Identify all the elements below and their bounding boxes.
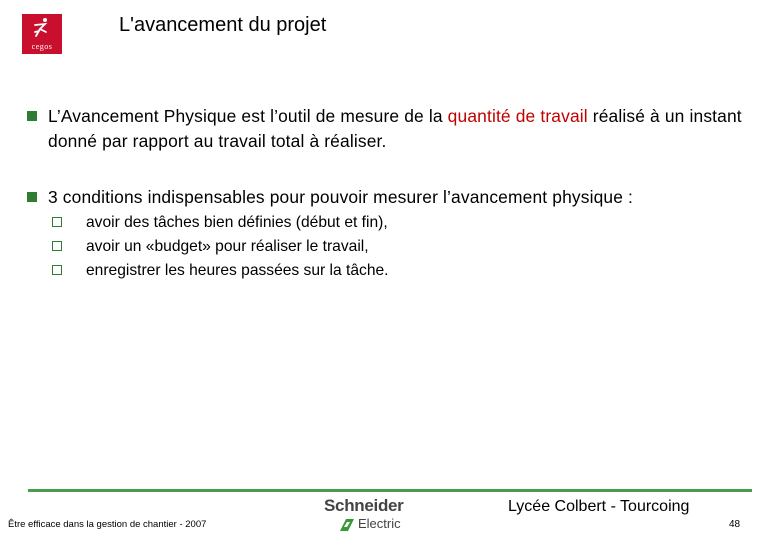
bullet-1-text-start: L’Avancement Physique est l’outil de mesure de la — [48, 106, 448, 126]
sub-bullet-list — [52, 211, 652, 283]
footer-school: Lycée Colbert - Tourcoing — [508, 498, 690, 515]
page-number: 48 — [729, 519, 741, 530]
bullet-text-2 — [27, 185, 762, 210]
logo-text: cegos — [31, 42, 53, 51]
checkbox-bullet-icon — [52, 241, 62, 251]
checkbox-bullet-icon — [52, 217, 62, 227]
checkbox-bullet-icon — [52, 265, 62, 275]
brand-name-line1: Schneider — [324, 496, 404, 515]
cegos-figure-icon — [31, 17, 53, 39]
bullet-item-2 — [27, 185, 762, 210]
sub-bullet-text: avoir des tâches bien définies (début et fin), — [86, 214, 388, 231]
slide-title: L'avancement du projet — [119, 14, 327, 36]
schneider-electric-logo — [322, 496, 422, 534]
brand-name-line2: Electric — [358, 516, 401, 531]
square-bullet-icon — [27, 111, 37, 121]
square-bullet-icon — [27, 192, 37, 202]
sub-bullet-text: avoir un «budget» pour réaliser le travail, — [86, 238, 369, 255]
schneider-electric-mark — [338, 517, 356, 533]
sub-bullet-item — [52, 211, 652, 235]
footer-course-title: Être efficace dans la gestion de chantier - 2007 — [8, 519, 207, 530]
sub-bullet-item — [52, 259, 652, 283]
sub-bullet-item — [52, 235, 652, 259]
bullet-item-1 — [27, 104, 762, 154]
cegos-logo — [22, 14, 62, 54]
footer-divider — [28, 489, 752, 492]
bullet-1-highlight: quantité de travail — [447, 106, 588, 126]
sub-bullet-text: enregistrer les heures passées sur la tâche. — [86, 262, 389, 279]
bullet-text-1 — [27, 104, 762, 154]
bullet-1-text-end: réalisé à un instant donné par rapport au travail total à réaliser. — [48, 106, 742, 151]
bullet-2-text: 3 conditions indispensables pour pouvoir mesurer l’avancement physique : — [48, 187, 634, 207]
